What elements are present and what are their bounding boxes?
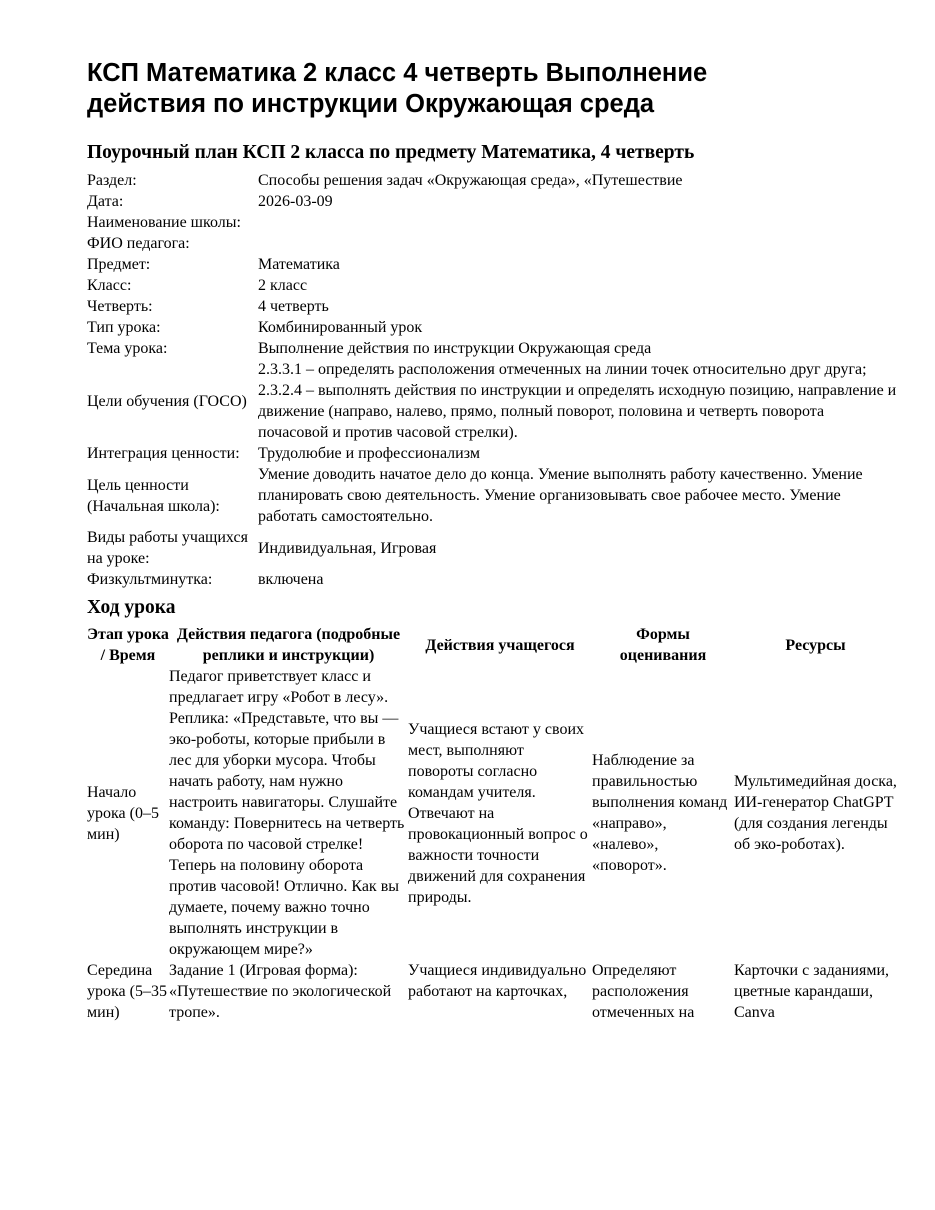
info-value: 2026-03-09 [258,193,333,210]
header-student-actions: Действия учащегося [425,636,575,654]
info-label: Класс: [87,277,132,294]
flow-row-start [87,666,897,960]
info-value: 2.3.3.1 – определять расположения отмеченных на линии точек относительно друг друга; 2.3.2.4 – выполнять действия по инструкции и определять исходную позицию, направление и движение (направо, налево, прямо, полный поворот, половина и четверть поворота почасовой и против часовой стрелки). [258,361,897,441]
info-label: Цели обучения (ГОСО) [87,392,247,410]
info-row [87,296,897,317]
plan-subtitle: Поурочный план КСП 2 класса по предмету Математика, 4 четверть [87,142,695,163]
info-label: Виды работы учащихся на уроке: [87,529,248,567]
lesson-flow-heading: Ход урока [87,597,176,618]
header-resources: Ресурсы [785,636,846,654]
info-value: Трудолюбие и профессионализм [258,445,480,462]
info-label: Цель ценности (Начальная школа): [87,476,220,515]
info-value: 2 класс [258,277,308,294]
info-value: Комбинированный урок [258,319,423,336]
info-label: Физкультминутка: [87,571,213,588]
row-teacher-actions: Задание 1 (Игровая форма): «Путешествие по экологической тропе». [169,962,392,1021]
info-row [87,191,897,212]
info-value: 4 четверть [258,298,329,315]
info-label: ФИО педагога: [87,235,190,252]
info-value: включена [258,571,324,588]
flow-row-middle [87,960,897,1023]
info-row [87,233,897,254]
info-label: Наименование школы: [87,214,241,231]
document-page [87,58,897,1023]
info-value [258,212,897,233]
info-value [258,233,897,254]
row-student-actions: Учащиеся индивидуально работают на карточках, [408,962,587,1000]
info-row [87,527,897,569]
row-teacher-actions: Педагог приветствует класс и предлагает игру «Робот в лесу». Реплика: «Представьте, что вы — эко-роботы, которые прибыли в лес для уборки мусора. Чтобы начать работу, нам нужно настроить навигаторы. Слушайте команду: Повернитесь на четверть оборота по часовой стрелке! Теперь на половину оборота против часовой! Отлично. Как вы думаете, почему важно точно выполнять инструкции в окружающем мире?» [169,668,405,958]
info-label: Тип урока: [87,319,161,336]
row-resources: Мультимедийная доска, ИИ-генератор ChatGPT (для создания легенды об эко-роботах). [734,773,897,853]
info-value: Выполнение действия по инструкции Окружающая среда [258,340,652,357]
info-row [87,464,897,527]
row-stage: Середина урока (5–35 мин) [87,962,167,1021]
info-value: Умение доводить начатое дело до конца. Умение выполнять работу качественно. Умение планировать свою деятельность. Умение организовывать свое рабочее место. Умение работать самостоятельно. [258,466,863,525]
lesson-info-table [87,170,897,590]
info-value: Математика [258,256,340,273]
info-value: Способы решения задач «Окружающая среда», «Путешествие [258,172,683,189]
info-value: Индивидуальная, Игровая [258,539,437,557]
info-row [87,254,897,275]
info-row [87,212,897,233]
row-assessment: Наблюдение за правильностью выполнения команд «направо», «налево», «поворот». [592,752,728,874]
header-teacher-actions: Действия педагога (подробные реплики и инструкции) [176,626,401,664]
row-stage: Начало урока (0–5 мин) [87,783,159,843]
row-student-actions: Учащиеся встают у своих мест, выполняют повороты согласно командам учителя. Отвечают на провокационный вопрос о важности точности движений для сохранения природы. [408,720,588,906]
header-stage: Этап урока / Время [87,626,169,664]
info-row [87,275,897,296]
row-resources: Карточки с заданиями, цветные карандаши, Canva [734,962,890,1021]
info-row [87,170,897,191]
info-label: Раздел: [87,172,137,189]
info-label: Предмет: [87,256,151,273]
row-assessment: Определяют расположения отмеченных на [592,962,695,1021]
info-row [87,359,897,443]
info-label: Интеграция ценности: [87,445,240,462]
info-label: Тема урока: [87,340,168,357]
info-row [87,569,897,590]
info-label: Дата: [87,193,124,210]
document-title: КСП Математика 2 класс 4 четверть Выполнение действия по инструкции Окружающая среда [87,59,708,118]
flow-header-row [87,624,897,666]
header-assessment: Формы оценивания [619,626,707,664]
lesson-flow-table [87,624,897,1023]
info-row [87,317,897,338]
info-row [87,443,897,464]
info-label: Четверть: [87,298,153,315]
info-row [87,338,897,359]
